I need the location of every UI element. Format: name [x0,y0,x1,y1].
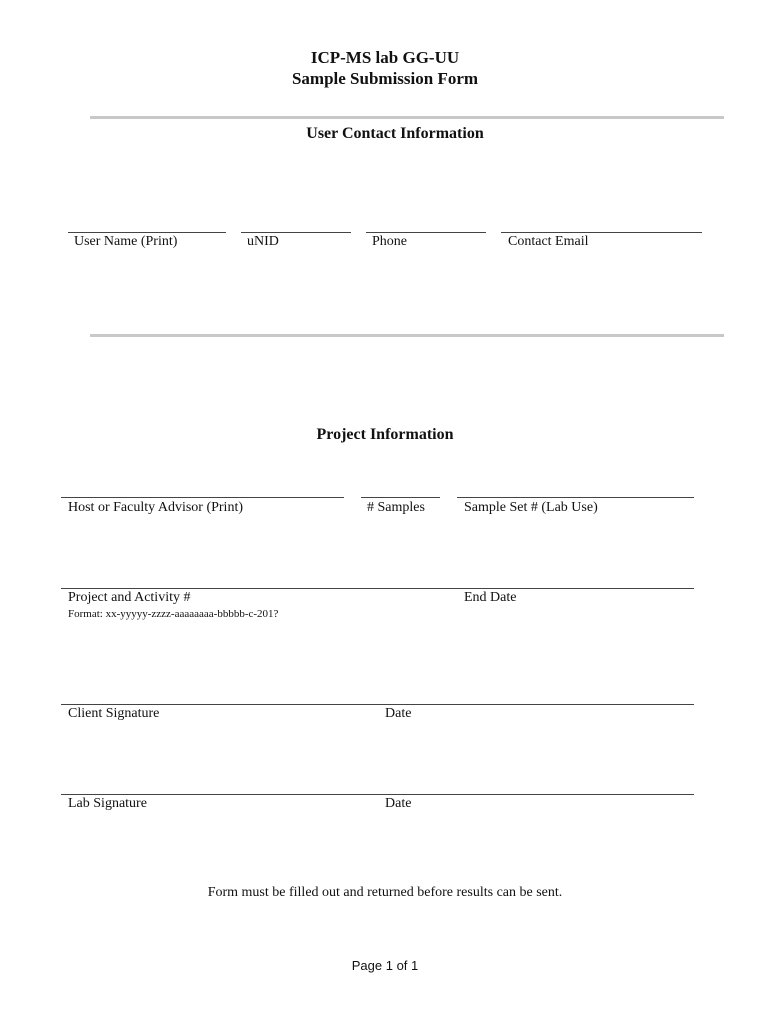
activity-line[interactable] [61,588,694,589]
user-name-line[interactable] [68,232,226,233]
form-subtitle: Sample Submission Form [291,69,479,88]
unid-label: uNID [247,234,279,249]
samples-line[interactable] [361,497,440,498]
project-heading: Project Information [316,426,454,443]
form-title: ICP-MS lab GG-UU [310,48,460,67]
email-line[interactable] [501,232,702,233]
unid-line[interactable] [241,232,351,233]
client-signature-label: Client Signature [68,706,160,721]
user-contact-heading: User Contact Information [306,125,484,142]
phone-label: Phone [372,234,407,249]
lab-signature-line[interactable] [61,794,694,795]
client-signature-line[interactable] [61,704,694,705]
advisor-label: Host or Faculty Advisor (Print) [68,500,243,515]
sample-set-label: Sample Set # (Lab Use) [464,500,598,515]
end-date-label: End Date [464,590,517,605]
activity-label: Project and Activity # [68,590,191,605]
section-divider [90,334,724,337]
sample-set-line[interactable] [457,497,694,498]
lab-signature-label: Lab Signature [68,796,147,811]
user-name-label: User Name (Print) [74,234,178,249]
section-divider [90,116,724,119]
lab-date-label: Date [385,796,412,811]
activity-format-hint: Format: xx-yyyyy-zzzz-aaaaaaaa-bbbbb-c-201? [68,608,279,620]
phone-line[interactable] [366,232,486,233]
footer-note: Form must be filled out and returned before results can be sent. [207,885,563,900]
advisor-line[interactable] [61,497,344,498]
page-number: Page 1 of 1 [351,958,419,973]
samples-label: # Samples [367,500,425,515]
contact-email-label: Contact Email [508,234,589,249]
client-date-label: Date [385,706,412,721]
